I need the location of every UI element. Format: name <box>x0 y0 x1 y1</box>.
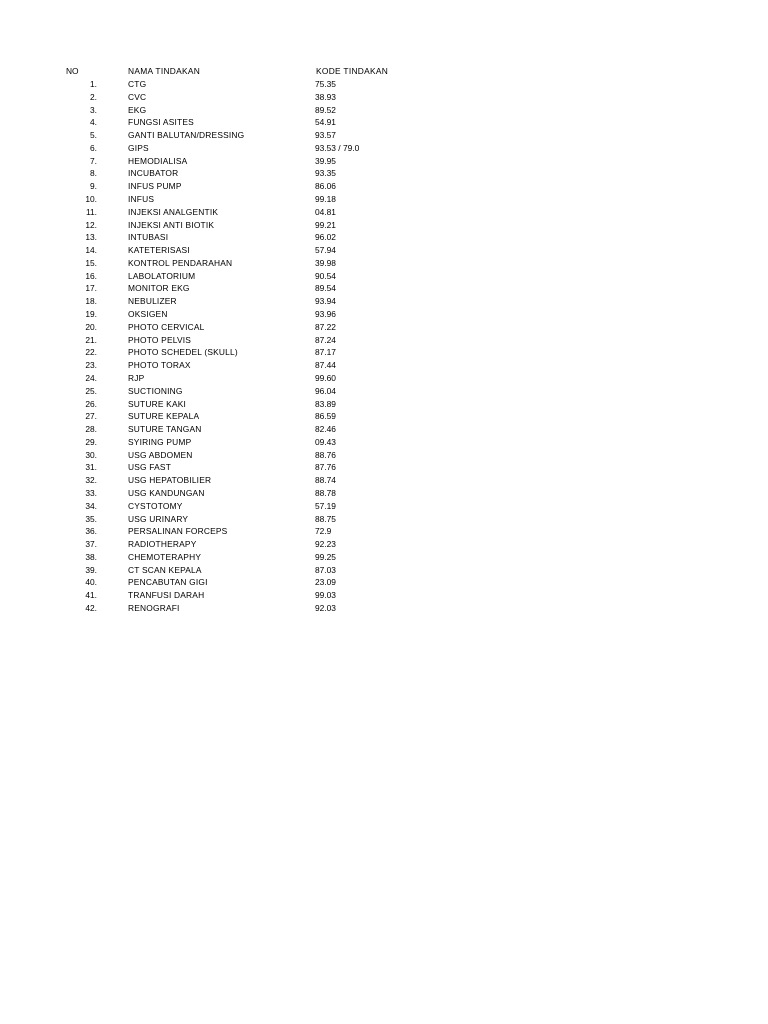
table-row <box>0 129 768 142</box>
procedure-name: TRANFUSI DARAH <box>128 590 205 601</box>
procedure-code: 92.23 <box>315 539 336 550</box>
row-number: 13. <box>85 232 97 243</box>
table-header <box>0 65 768 78</box>
row-number: 40. <box>85 577 97 588</box>
row-number: 4. <box>90 117 97 128</box>
procedure-code: 89.52 <box>315 104 336 115</box>
procedure-name: RADIOTHERAPY <box>128 539 197 550</box>
row-number: 42. <box>85 602 97 613</box>
procedure-code: 83.89 <box>315 398 336 409</box>
row-number: 24. <box>85 372 97 383</box>
row-number: 6. <box>90 142 97 153</box>
table-row <box>0 423 768 436</box>
row-number: 5. <box>90 130 97 141</box>
row-number: 20. <box>85 321 97 332</box>
row-number: 1. <box>90 79 97 89</box>
procedure-name: SUTURE KEPALA <box>128 411 200 422</box>
table-row <box>0 487 768 500</box>
row-number: 18. <box>85 296 97 307</box>
table-row <box>0 295 768 308</box>
row-number: 16. <box>85 270 97 281</box>
row-number: 14. <box>85 245 97 256</box>
procedure-name: USG URINARY <box>128 513 189 524</box>
procedure-code: 87.76 <box>315 462 336 473</box>
procedure-code: 88.74 <box>315 475 336 486</box>
table-row <box>0 270 768 283</box>
table-row <box>0 104 768 117</box>
procedure-code: 54.91 <box>315 117 336 128</box>
procedure-name: CTG <box>128 79 147 89</box>
row-number: 25. <box>85 385 97 396</box>
table-row <box>0 282 768 295</box>
procedure-code: 93.96 <box>315 309 336 320</box>
procedure-name: USG ABDOMEN <box>128 449 193 460</box>
procedure-name: USG KANDUNGAN <box>128 487 205 498</box>
procedure-name: SUCTIONING <box>128 385 183 396</box>
row-number: 22. <box>85 347 97 358</box>
table-row <box>0 398 768 411</box>
table-row <box>0 436 768 449</box>
table-row <box>0 334 768 347</box>
procedure-name: USG HEPATOBILIER <box>128 475 212 486</box>
table-row <box>0 91 768 104</box>
procedure-name: OKSIGEN <box>128 309 168 320</box>
row-number: 11. <box>85 206 97 217</box>
procedure-name: INFUS <box>128 194 155 205</box>
table-row <box>0 219 768 232</box>
table-row <box>0 321 768 334</box>
procedure-code: 99.18 <box>315 194 336 205</box>
procedure-name: CVC <box>128 91 147 102</box>
row-number: 27. <box>85 411 97 422</box>
procedure-name: GIPS <box>128 142 149 153</box>
table-row <box>0 244 768 257</box>
table-row <box>0 500 768 513</box>
table-row <box>0 461 768 474</box>
procedure-code: 89.54 <box>315 283 336 294</box>
row-number: 26. <box>85 398 97 409</box>
procedure-code: 93.94 <box>315 296 336 307</box>
procedure-code: 87.22 <box>315 321 336 332</box>
procedure-name: PERSALINAN FORCEPS <box>128 526 228 537</box>
procedure-code: 39.98 <box>315 257 336 268</box>
row-number: 41. <box>85 590 97 601</box>
procedure-name: INJEKSI ANTI BIOTIK <box>128 219 215 230</box>
procedure-name: SYIRING PUMP <box>128 436 192 447</box>
procedure-code: 90.54 <box>315 270 336 281</box>
procedure-code: 99.03 <box>315 590 336 601</box>
procedure-name: INTUBASI <box>128 232 169 243</box>
row-number: 2. <box>90 91 97 102</box>
table-row <box>0 206 768 219</box>
procedure-code: 09.43 <box>315 436 336 447</box>
table-row <box>0 551 768 564</box>
table-row <box>0 513 768 526</box>
procedure-code: 23.09 <box>315 577 336 588</box>
procedure-code: 88.75 <box>315 513 336 524</box>
procedure-code: 93.35 <box>315 168 336 179</box>
procedure-name: PHOTO SCHEDEL (SKULL) <box>128 347 238 358</box>
procedure-name: PHOTO CERVICAL <box>128 321 205 332</box>
row-number: 36. <box>85 526 97 537</box>
procedure-code: 38.93 <box>315 91 336 102</box>
table-row <box>0 231 768 244</box>
procedure-name: GANTI BALUTAN/DRESSING <box>128 130 245 141</box>
procedure-name: INFUS PUMP <box>128 181 182 192</box>
table-row <box>0 576 768 589</box>
procedure-name: USG FAST <box>128 462 172 473</box>
row-number: 38. <box>85 551 97 562</box>
procedure-code: 96.02 <box>315 232 336 243</box>
procedure-code: 93.53 / 79.0 <box>315 142 360 153</box>
row-number: 23. <box>85 360 97 371</box>
procedure-code: 57.19 <box>315 500 336 511</box>
row-number: 17. <box>85 283 97 294</box>
table-row <box>0 538 768 551</box>
table-row <box>0 167 768 180</box>
procedure-code: 75.35 <box>315 79 336 89</box>
procedure-code: 72.9 <box>315 526 332 537</box>
procedure-code: 88.76 <box>315 449 336 460</box>
row-number: 32. <box>85 475 97 486</box>
row-number: 12. <box>85 219 97 230</box>
table-row <box>0 78 768 91</box>
procedure-name: CHEMOTERAPHY <box>128 551 202 562</box>
procedure-name: INJEKSI ANALGENTIK <box>128 206 219 217</box>
row-number: 9. <box>90 181 97 192</box>
row-number: 8. <box>90 168 97 179</box>
row-number: 19. <box>85 309 97 320</box>
row-number: 3. <box>90 104 97 115</box>
procedure-name: HEMODIALISA <box>128 155 188 166</box>
procedure-code: 39.95 <box>315 155 336 166</box>
row-number: 21. <box>85 334 97 345</box>
procedure-code: 87.03 <box>315 564 336 575</box>
procedure-name: RENOGRAFI <box>128 602 180 613</box>
procedure-code: 87.17 <box>315 347 336 358</box>
table-row <box>0 602 768 615</box>
procedure-code: 04.81 <box>315 206 336 217</box>
procedure-name: NEBULIZER <box>128 296 177 307</box>
table-row <box>0 564 768 577</box>
header-no: NO <box>66 66 79 76</box>
procedure-code: 92.03 <box>315 602 336 613</box>
table-row <box>0 116 768 129</box>
procedure-name: MONITOR EKG <box>128 283 190 294</box>
table-row <box>0 180 768 193</box>
procedure-name: PHOTO PELVIS <box>128 334 192 345</box>
procedure-name: SUTURE TANGAN <box>128 424 202 435</box>
procedure-name: PHOTO TORAX <box>128 360 191 371</box>
procedure-code: 87.44 <box>315 360 336 371</box>
procedure-name: RJP <box>128 372 145 383</box>
table-row <box>0 372 768 385</box>
procedure-name: SUTURE KAKI <box>128 398 187 409</box>
procedure-name: PENCABUTAN GIGI <box>128 577 208 588</box>
procedure-code: 86.06 <box>315 181 336 192</box>
procedure-name: KONTROL PENDARAHAN <box>128 257 233 268</box>
procedure-name: CT SCAN KEPALA <box>128 564 202 575</box>
row-number: 37. <box>85 539 97 550</box>
procedure-code: 96.04 <box>315 385 336 396</box>
row-number: 34. <box>85 500 97 511</box>
procedure-code: 99.25 <box>315 551 336 562</box>
row-number: 15. <box>85 257 97 268</box>
procedure-code: 99.60 <box>315 372 336 383</box>
procedure-name: CYSTOTOMY <box>128 500 183 511</box>
table-row <box>0 308 768 321</box>
row-number: 39. <box>85 564 97 575</box>
row-number: 33. <box>85 487 97 498</box>
table-row <box>0 410 768 423</box>
row-number: 30. <box>85 449 97 460</box>
procedure-name: EKG <box>128 104 147 115</box>
procedure-name: INCUBATOR <box>128 168 179 179</box>
row-number: 31. <box>85 462 97 473</box>
procedure-code: 82.46 <box>315 424 336 435</box>
procedure-code: 86.59 <box>315 411 336 422</box>
row-number: 29. <box>85 436 97 447</box>
procedure-name: LABOLATORIUM <box>128 270 196 281</box>
table-row <box>0 346 768 359</box>
procedure-code: 88.78 <box>315 487 336 498</box>
table-row <box>0 257 768 270</box>
row-number: 7. <box>90 155 97 166</box>
procedure-code: 57.94 <box>315 245 336 256</box>
header-procedure-code: KODE TINDAKAN <box>316 66 389 76</box>
procedure-code: 87.24 <box>315 334 336 345</box>
procedure-name: FUNGSI ASITES <box>128 117 194 128</box>
row-number: 28. <box>85 424 97 435</box>
table-row <box>0 449 768 462</box>
table-row <box>0 359 768 372</box>
table-row <box>0 474 768 487</box>
procedure-name: KATETERISASI <box>128 245 190 256</box>
table-row <box>0 525 768 538</box>
table-row <box>0 142 768 155</box>
table-row <box>0 193 768 206</box>
table-row <box>0 155 768 168</box>
table-row <box>0 589 768 602</box>
row-number: 35. <box>85 513 97 524</box>
table-row <box>0 385 768 398</box>
header-procedure-name: NAMA TINDAKAN <box>128 66 201 76</box>
row-number: 10. <box>85 194 97 205</box>
procedure-code: 93.57 <box>315 130 336 141</box>
procedure-code: 99.21 <box>315 219 336 230</box>
